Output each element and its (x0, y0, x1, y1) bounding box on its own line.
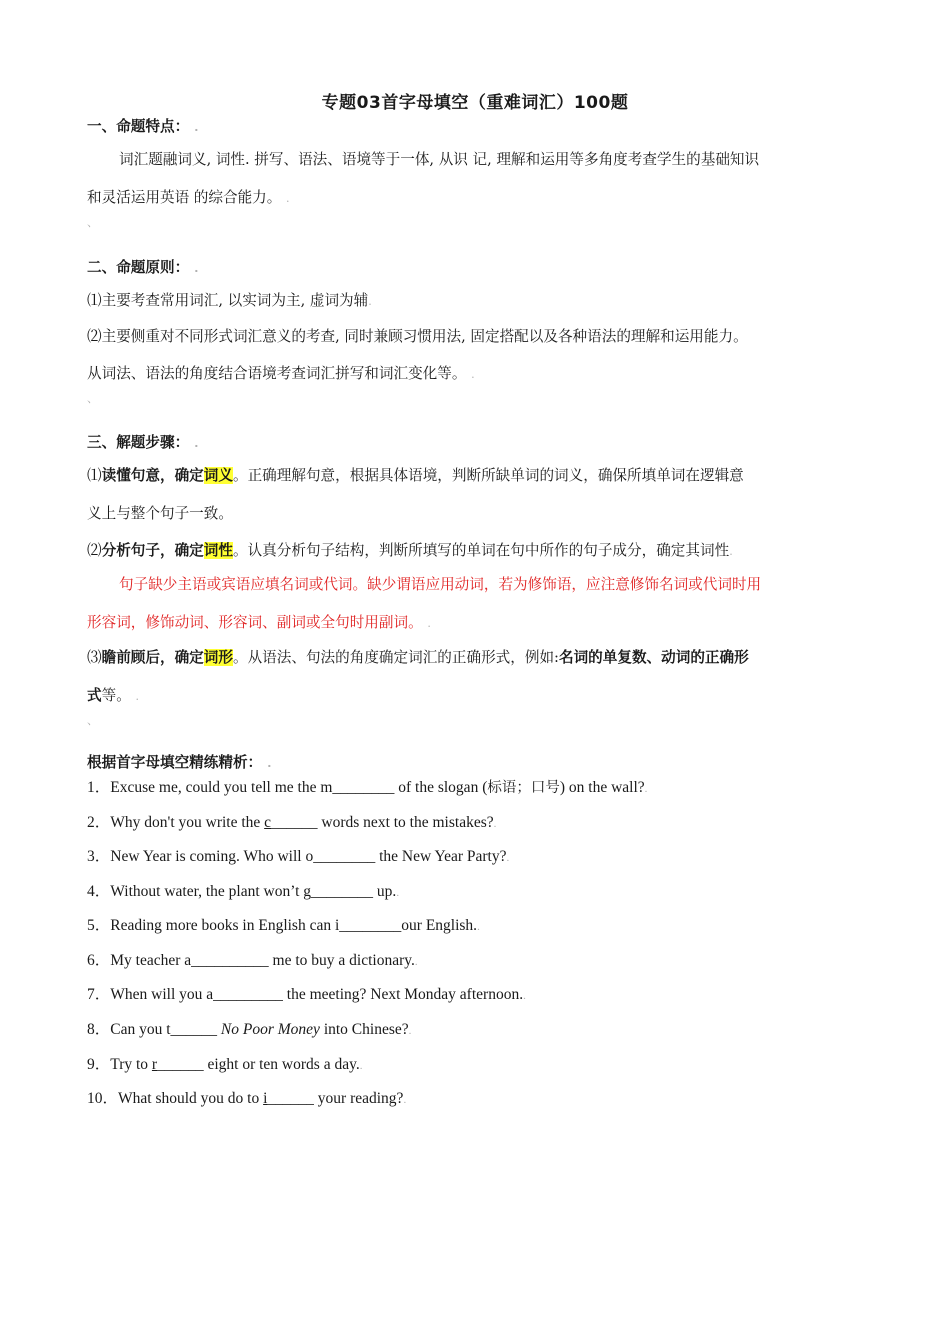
section1-paragraph-line2: 和灵活运用英语 的综合能力。 . (87, 189, 290, 206)
question-3: 3．New Year is coming. Who will o________ the New Year Party?. (87, 848, 510, 865)
highlight-word-meaning: 词义 (203, 467, 233, 484)
step1-line1: ⑴读懂句意，确定词义。正确理解句意，根据具体语境，判断所缺单词的词义，确保所填单词在逻辑意 (87, 467, 744, 484)
question-1: 1．Excuse me, could you tell me the m________ of the slogan (标语；口号) on the wall?. (87, 779, 648, 796)
question-7: 7．When will you a_________ the meeting? Next Monday afternoon.. (87, 986, 526, 1003)
question-10: 10．What should you do to i______ your reading?. (87, 1090, 407, 1107)
section3-heading: 三、解题步骤： . (87, 434, 199, 451)
section2-heading: 二、命题原则： . (87, 259, 199, 276)
practice-heading: 根据首字母填空精练精析： . (87, 754, 272, 771)
section2-line2: ⑵主要侧重对不同形式词汇意义的考查, 同时兼顾习惯用法, 固定搭配以及各种语法的理解和运用能力。 (87, 328, 748, 345)
section1-paragraph-line1: 词汇题融词义, 词性. 拼写、语法、语境等于一体, 从识 记, 理解和运用等多角度考查学生的基础知识 (119, 151, 760, 168)
step3-line2: 式等。 . (87, 687, 139, 704)
question-4: 4．Without water, the plant won’t g________ up.. (87, 883, 400, 900)
question-9: 9．Try to r______ eight or ten words a day.. (87, 1056, 363, 1073)
paragraph-mark: 、 (87, 216, 98, 229)
paragraph-mark: 、 (87, 714, 98, 727)
page-title: 专题03首字母填空（重难词汇）100题 (321, 93, 629, 113)
section2-line1: ⑴主要考查常用词汇, 以实词为主, 虚词为辅. (87, 292, 372, 309)
question-2: 2．Why don't you write the c______ words next to the mistakes?. (87, 814, 497, 831)
step2-line1: ⑵分析句子，确定词性。认真分析句子结构，判断所填写的单词在句中所作的句子成分，确定其词性. (87, 542, 733, 559)
question-6: 6．My teacher a__________ me to buy a dictionary.. (87, 952, 418, 969)
paragraph-mark: 、 (87, 392, 98, 405)
highlight-word-form: 词形 (203, 649, 233, 666)
red-note-line2: 形容词，修饰动词、形容词、副词或全句时用副词。 . (87, 614, 431, 631)
question-5: 5．Reading more books in English can i________our English.. (87, 917, 480, 934)
red-note-line1: 句子缺少主语或宾语应填名词或代词。缺少谓语应用动词，若为修饰语，应注意修饰名词或代词时用 (119, 576, 762, 593)
step3-line1: ⑶瞻前顾后，确定词形。从语法、句法的角度确定词汇的正确形式，例如:名词的单复数、动词的正确形 (87, 649, 749, 666)
step1-line2: 义上与整个句子一致。 (87, 505, 233, 522)
section1-heading: 一、命题特点： . (87, 118, 199, 135)
highlight-part-of-speech: 词性 (203, 542, 233, 559)
section2-line3: 从词法、语法的角度结合语境考查词汇拼写和词汇变化等。 . (87, 365, 475, 382)
question-8: 8．Can you t______ No Poor Money into Chinese?. (87, 1021, 412, 1038)
